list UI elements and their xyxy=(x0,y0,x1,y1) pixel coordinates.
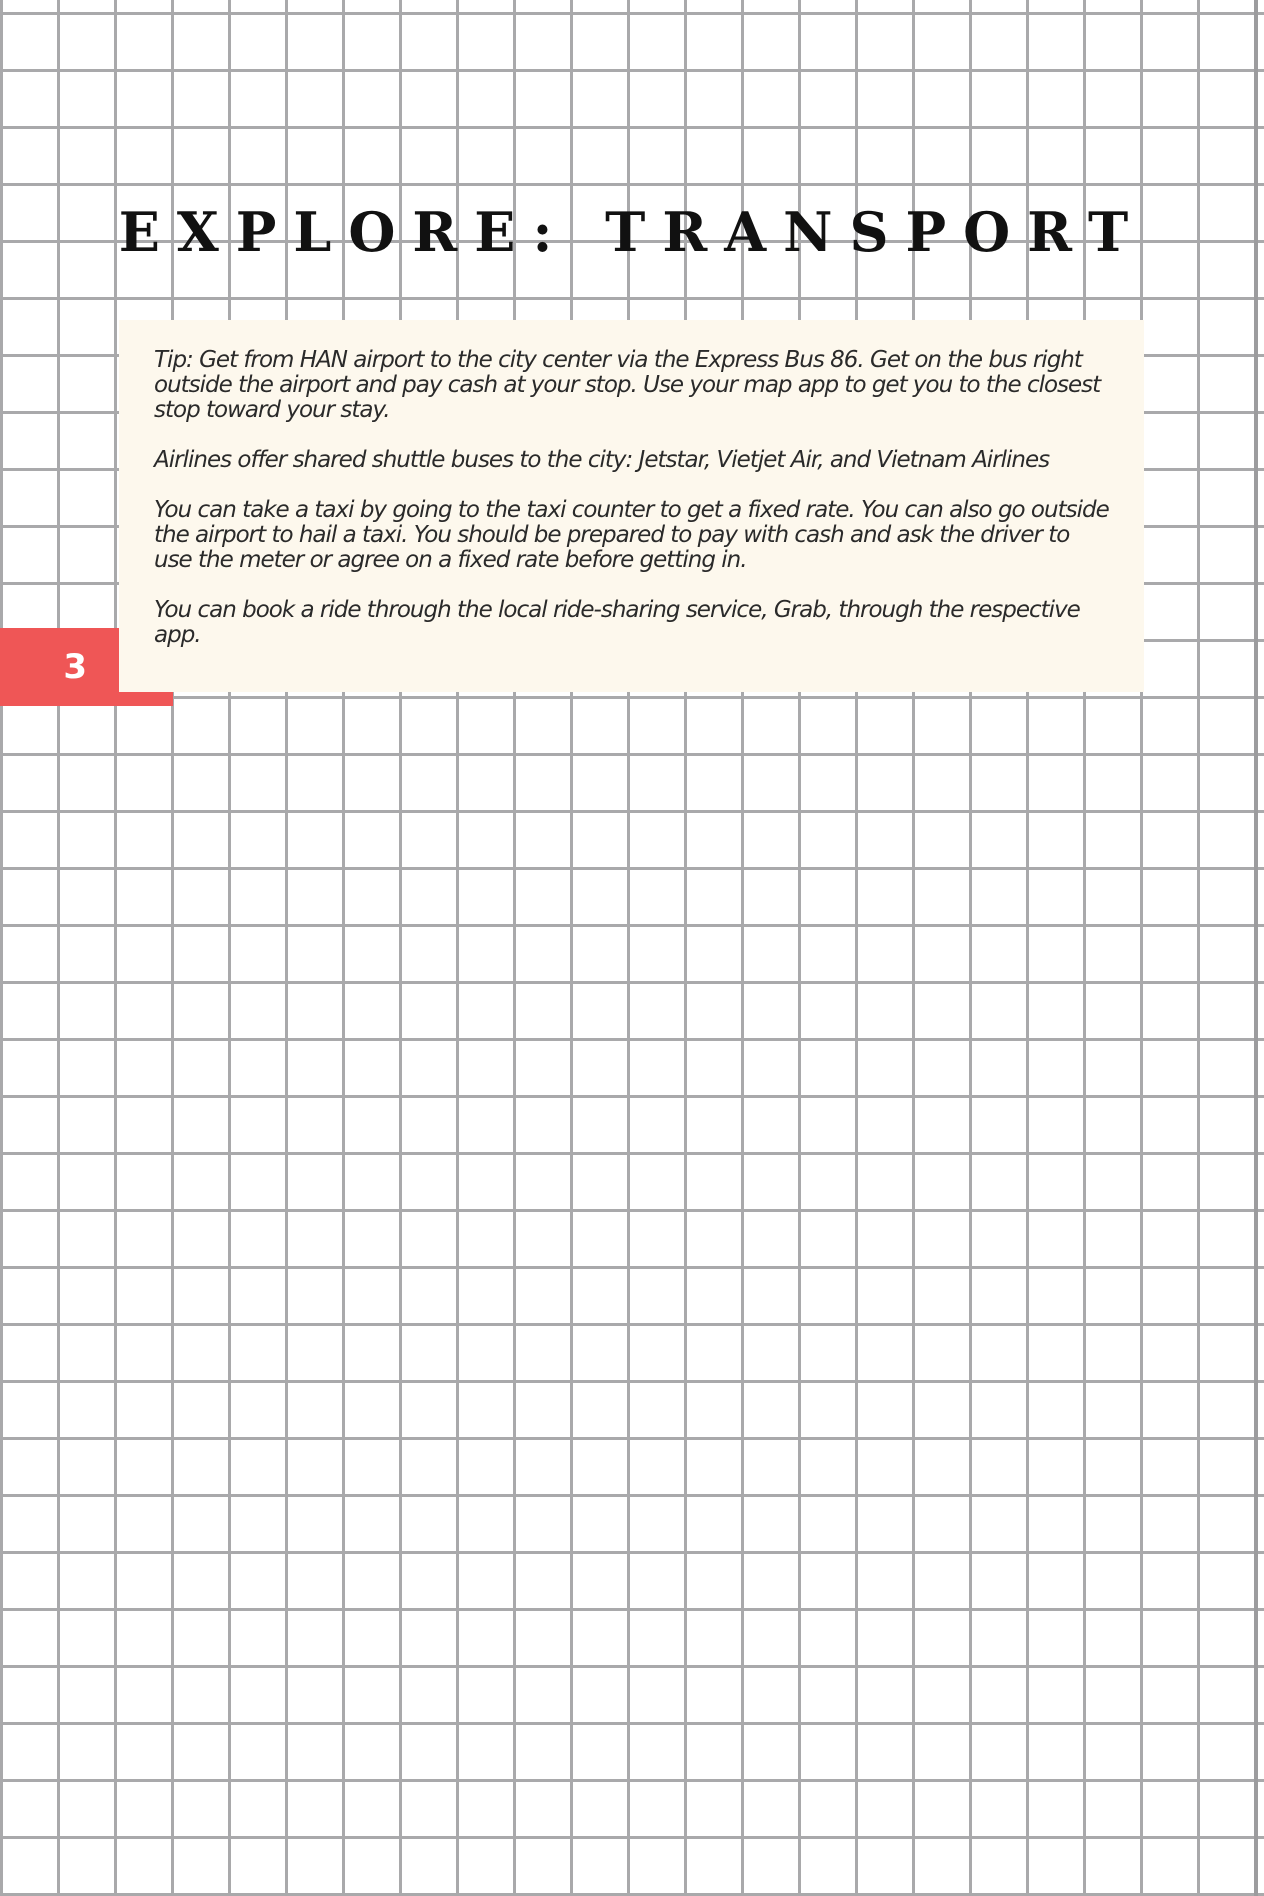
tip-paragraph-grab: You can book a ride through the local ride-sharing service, Grab, through the respective app. xyxy=(154,597,1080,648)
tip-paragraph-taxi: You can take a taxi by going to the taxi counter to get a fixed rate. You can also go outside the airport to hail a taxi. You should be prepared to pay with cash and ask the driver to use the meter or agree on a fixed rate before getting in. xyxy=(154,497,1109,573)
page-edge-line xyxy=(1254,0,1258,1896)
page-number: 3 xyxy=(63,647,87,687)
tip-paragraph-bus: Tip: Get from HAN airport to the city center via the Express Bus 86. Get on the bus right outside the airport and pay cash at your stop. Use your map app to get you to the closest stop toward your stay. xyxy=(154,347,1101,423)
tip-paragraph-shuttle: Airlines offer shared shuttle buses to the city: Jetstar, Vietjet Air, and Vietnam Airlines xyxy=(154,447,1050,473)
page-title: EXPLORE: TRANSPORT xyxy=(118,200,1146,264)
transport-tips-box xyxy=(119,320,1144,692)
